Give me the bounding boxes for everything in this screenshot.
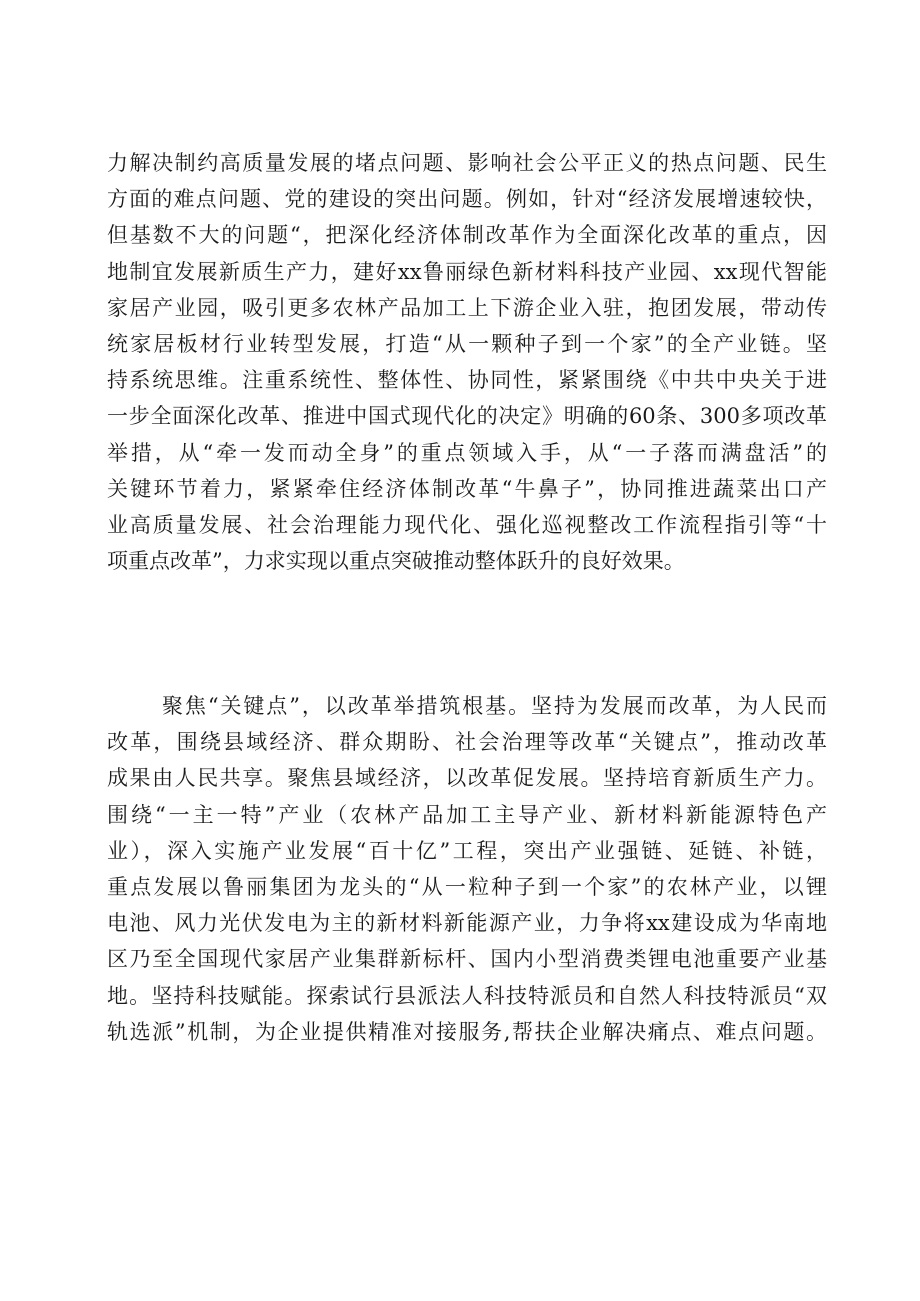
paragraph-2-line: 聚焦“关键点”，以改革举措筑根基。坚持为发展而改革，为人民而 <box>162 694 827 718</box>
paragraph-2-line: 改革，围绕县域经济、群众期盼、社会治理等改革“关键点”，推动改革 <box>107 730 827 755</box>
paragraph-1-line: 统家居板材行业转型发展，打造“从一颗种子到一个家”的全产业链。坚 <box>107 331 827 356</box>
paragraph-1-line: 地制宜发展新质生产力，建好xx鲁丽绿色新材料科技产业园、xx现代智能 <box>107 259 827 284</box>
paragraph-2-line: 成果由人民共享。聚焦县域经济，以改革促发展。坚持培育新质生产力。 <box>107 766 827 791</box>
paragraph-2-line: 围绕“一主一特”产业（农林产品加工主导产业、新材料新能源特色产 <box>107 802 827 827</box>
paragraph-1 <box>107 145 827 579</box>
paragraph-1-line: 力解决制约高质量发展的堵点问题、影响社会公平正义的热点问题、民生 <box>107 151 827 175</box>
paragraph-2-line: 地。坚持科技赋能。探索试行县派法人科技特派员和自然人科技特派员“双 <box>107 983 827 1008</box>
paragraph-1-line: 关键环节着力，紧紧牵住经济体制改革“牛鼻子”，协同推进蔬菜出口产 <box>107 476 827 501</box>
paragraph-1-line: 持系统思维。注重系统性、整体性、协同性，紧紧围绕《中共中央关于进 <box>107 368 827 393</box>
paragraph-2-line: 业），深入实施产业发展“百十亿”工程，突出产业强链、延链、补链， <box>107 838 827 863</box>
paragraph-2-line: 区乃至全国现代家居产业集群新标杆、国内小型消费类锂电池重要产业基 <box>107 947 827 972</box>
paragraph-1-line: 方面的难点问题、党的建设的突出问题。例如，针对“经济发展增速较快， <box>107 187 827 212</box>
paragraph-1-line: 家居产业园，吸引更多农林产品加工上下游企业入驻，抱团发展，带动传 <box>107 295 827 320</box>
paragraph-2-line: 电池、风力光伏发电为主的新材料新能源产业，力争将xx建设成为华南地 <box>107 911 827 936</box>
paragraph-1-line: 举措，从“牵一发而动全身”的重点领域入手，从“一子落而满盘活”的 <box>107 440 827 465</box>
paragraph-2-line: 轨选派”机制，为企业提供精准对接服务,帮扶企业解决痛点、难点问题。 <box>107 1019 827 1044</box>
paragraph-1-line: 但基数不大的问题“，把深化经济体制改革作为全面深化改革的重点，因 <box>107 223 827 248</box>
paragraph-1-line: 项重点改革”，力求实现以重点突破推动整体跃升的良好效果。 <box>107 549 685 574</box>
paragraph-1-line: 业高质量发展、社会治理能力现代化、强化巡视整改工作流程指引等“十 <box>107 512 827 537</box>
paragraph-2-line: 重点发展以鲁丽集团为龙头的“从一粒种子到一个家”的农林产业，以锂 <box>107 874 827 899</box>
paragraph-2 <box>107 688 827 1050</box>
paragraph-1-line: 一步全面深化改革、推进中国式现代化的决定》明确的60条、300多项改革 <box>107 404 827 429</box>
